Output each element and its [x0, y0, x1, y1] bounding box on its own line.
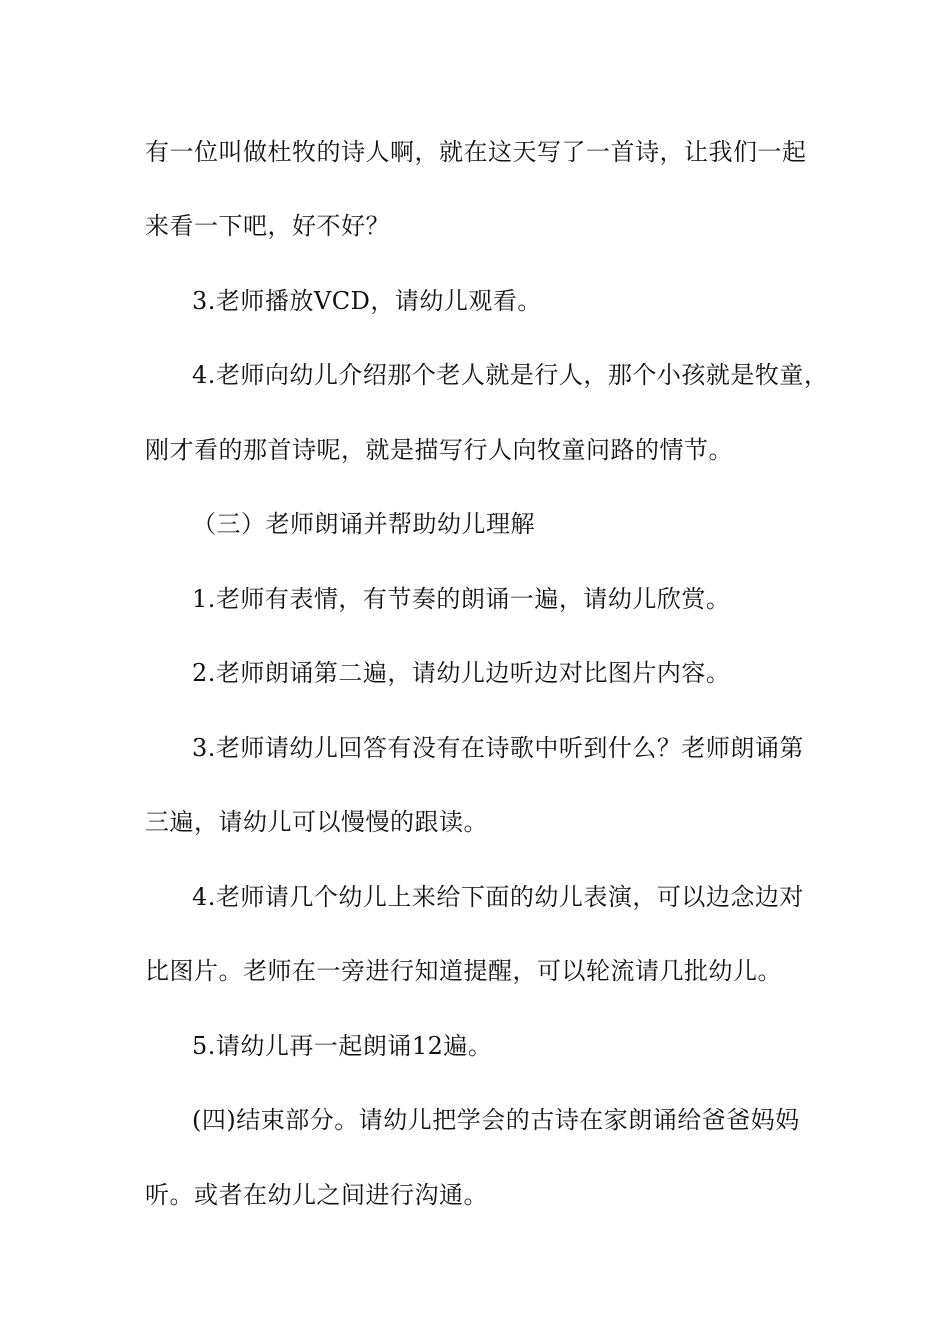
section-heading: (四)结束部分。请幼儿把学会的古诗在家朗诵给爸爸妈妈 [192, 1106, 800, 1134]
paragraph-line: 2.老师朗诵第二遍，请幼儿边听边对比图片内容。 [192, 659, 731, 687]
section-heading: （三）老师朗诵并帮助幼儿理解 [192, 510, 535, 538]
paragraph-line: 有一位叫做杜牧的诗人啊，就在这天写了一首诗，让我们一起 [145, 138, 807, 166]
paragraph-line: 4.老师请几个幼儿上来给下面的幼儿表演，可以边念边对 [192, 883, 804, 911]
paragraph-line: 三遍，请幼儿可以慢慢的跟读。 [145, 808, 488, 836]
paragraph-line: 3.老师播放VCD，请幼儿观看。 [192, 287, 542, 315]
paragraph-line: 来看一下吧，好不好？ [145, 212, 390, 240]
paragraph-line: 听。或者在幼儿之间进行沟通。 [145, 1181, 488, 1209]
paragraph-line: 3.老师请幼儿回答有没有在诗歌中听到什么？老师朗诵第 [192, 734, 804, 762]
paragraph-line: 1.老师有表情，有节奏的朗诵一遍，请幼儿欣赏。 [192, 585, 731, 613]
paragraph-line: 比图片。老师在一旁进行知道提醒，可以轮流请几批幼儿。 [145, 957, 782, 985]
paragraph-line: 5.请幼儿再一起朗诵12遍。 [192, 1032, 493, 1060]
paragraph-line: 刚才看的那首诗呢，就是描写行人向牧童问路的情节。 [145, 436, 733, 464]
paragraph-line: 4.老师向幼儿介绍那个老人就是行人，那个小孩就是牧童， [192, 361, 829, 389]
